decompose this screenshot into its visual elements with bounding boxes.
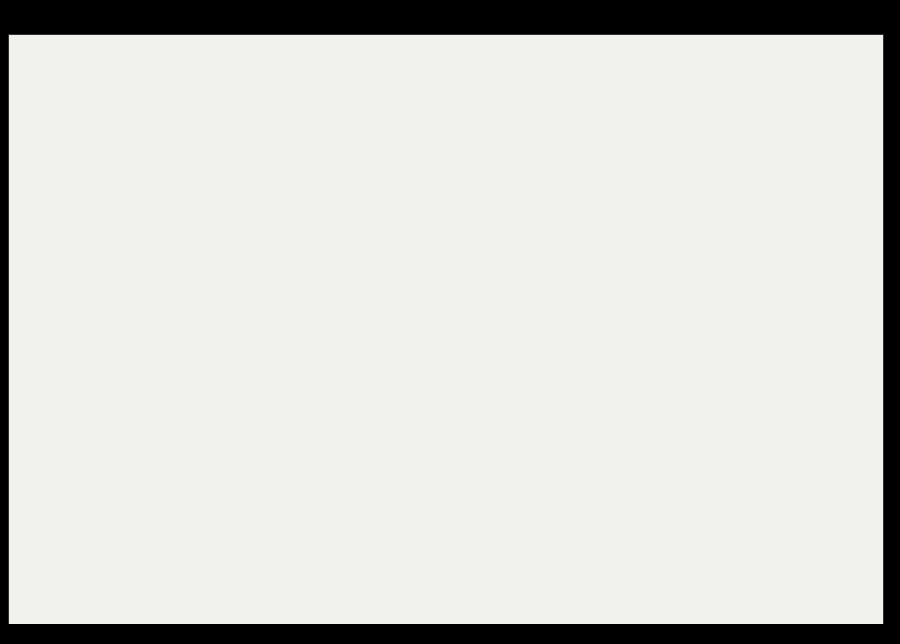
footer-band	[0, 624, 900, 644]
